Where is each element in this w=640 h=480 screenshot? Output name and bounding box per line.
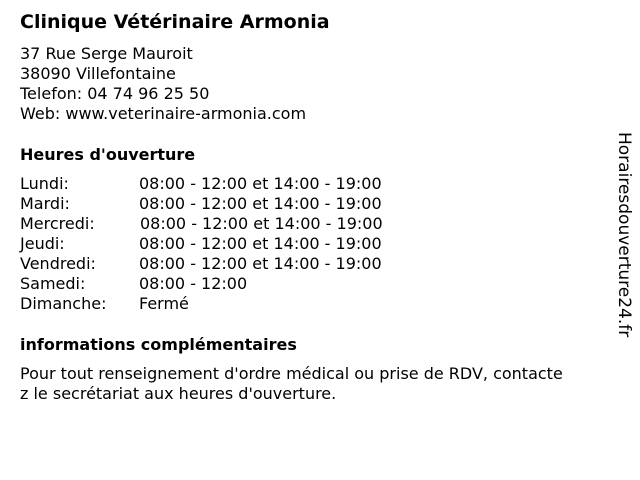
additional-info-title: informations complémentaires [20,335,297,354]
day-label: Mardi: [20,194,70,213]
hours-row-saturday [20,274,440,294]
day-label: Lundi: [20,174,69,193]
day-label: Vendredi: [20,254,96,273]
time-value: 08:00 - 12:00 et 14:00 - 19:00 [140,214,383,233]
clinic-address-block [20,44,306,124]
time-value: 08:00 - 12:00 et 14:00 - 19:00 [139,234,382,253]
address-street: 37 Rue Serge Mauroit [20,44,193,63]
hours-row-tuesday [20,194,440,214]
time-value: 08:00 - 12:00 et 14:00 - 19:00 [139,174,382,193]
day-label: Mercredi: [20,214,95,233]
day-label: Dimanche: [20,294,107,313]
clinic-name: Clinique Vétérinaire Armonia [20,11,330,33]
opening-hours-title: Heures d'ouverture [20,145,196,164]
info-line-1: Pour tout renseignement d'ordre médical ou prise de RDV, contacte [20,364,563,383]
info-line-2: z le secrétariat aux heures d'ouverture. [20,384,337,403]
time-value: 08:00 - 12:00 et 14:00 - 19:00 [139,254,382,273]
site-watermark [614,132,634,344]
address-city: 38090 Villefontaine [20,64,176,83]
day-label: Jeudi: [20,234,65,253]
additional-info-text [20,364,620,404]
website: Web: www.veterinaire-armonia.com [20,104,307,123]
time-value: 08:00 - 12:00 et 14:00 - 19:00 [139,194,382,213]
time-value: 08:00 - 12:00 [139,274,248,293]
phone-number: Telefon: 04 74 96 25 50 [20,84,210,103]
day-label: Samedi: [20,274,86,293]
hours-row-wednesday [20,214,440,234]
hours-row-thursday [20,234,440,254]
watermark-text: Horairesdouverture24.fr [614,132,634,338]
time-value: Fermé [139,294,189,313]
hours-row-monday [20,174,440,194]
opening-hours-table [20,174,440,314]
hours-row-friday [20,254,440,274]
hours-row-sunday [20,294,440,314]
